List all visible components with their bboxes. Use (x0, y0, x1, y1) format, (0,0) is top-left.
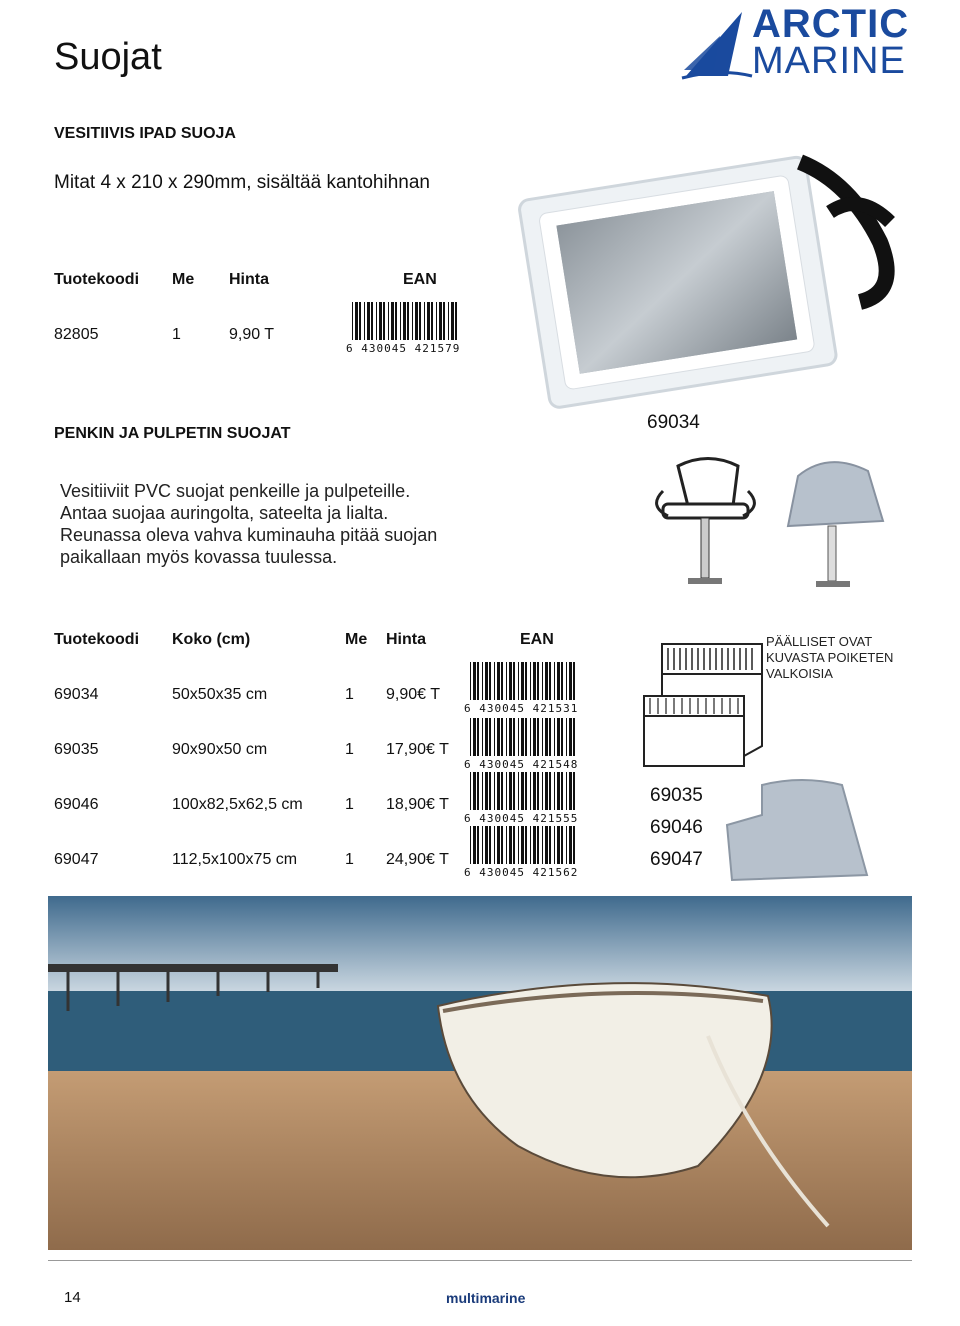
col-tuotekoodi: Tuotekoodi (54, 271, 140, 288)
note-line: KUVASTA POIKETEN (766, 650, 894, 665)
product-me: 1 (172, 326, 181, 343)
ean-digits: 6 430045 421562 (464, 866, 579, 879)
chair-cover-image (638, 446, 894, 606)
section2-description (60, 480, 437, 568)
page-number: 14 (64, 1289, 81, 1306)
ean-digits: 6 430045 421548 (464, 758, 579, 771)
bench-label: 69046 (650, 817, 703, 838)
row-me: 1 (345, 796, 354, 813)
ean-barcode (346, 300, 460, 356)
col-me: Me (345, 631, 368, 648)
bench-drawing (634, 636, 769, 771)
row-code: 69047 (54, 851, 99, 868)
ipad-case-image (500, 102, 920, 414)
bench-label: 69047 (650, 849, 703, 870)
row-code: 69046 (54, 796, 99, 813)
row-code: 69034 (54, 686, 99, 703)
note-line: PÄÄLLISET OVAT (766, 634, 873, 649)
page-title: Suojat (54, 36, 162, 78)
product-code: 82805 (54, 326, 99, 343)
note-line: VALKOISIA (766, 666, 833, 681)
beach-boat-photo (48, 896, 912, 1250)
chair-image-label: 69034 (647, 412, 700, 433)
brand-line-2: MARINE (752, 40, 906, 82)
description-line: Antaa suojaa auringolta, sateelta ja lialta. (60, 503, 389, 523)
row-price: 24,90€ T (386, 851, 449, 868)
row-code: 69035 (54, 741, 99, 758)
barcode-icon (464, 716, 578, 758)
ean-barcode (464, 716, 578, 772)
row-me: 1 (345, 686, 354, 703)
description-line: paikallaan myös kovassa tuulessa. (60, 547, 338, 567)
barcode-icon (464, 770, 578, 812)
description-line: Vesitiiviit PVC suojat penkeille ja pulpeteille. (60, 481, 411, 501)
product-price: 9,90 T (229, 326, 275, 343)
description-line: Reunassa oleva vahva kuminauha pitää suojan (60, 525, 438, 545)
bench-label: 69035 (650, 785, 703, 806)
arctic-marine-logo (680, 2, 910, 82)
barcode-icon (464, 824, 578, 866)
row-price: 18,90€ T (386, 796, 449, 813)
color-note (766, 634, 893, 682)
barcode-icon (464, 660, 578, 702)
ean-barcode (464, 770, 578, 826)
col-ean: EAN (520, 631, 554, 648)
col-tuotekoodi: Tuotekoodi (54, 631, 140, 648)
row-price: 9,90€ T (386, 686, 440, 703)
row-me: 1 (345, 741, 354, 758)
ean-digits: 6 430045 421555 (464, 812, 579, 825)
bench-cover-image (722, 775, 872, 885)
row-me: 1 (345, 851, 354, 868)
barcode-icon (346, 300, 460, 342)
row-size: 100x82,5x62,5 cm (172, 796, 303, 813)
ean-barcode (464, 824, 578, 880)
col-me: Me (172, 271, 195, 288)
ean-barcode (464, 660, 578, 716)
ean-digits: 6 430045 421531 (464, 702, 579, 715)
col-ean: EAN (403, 271, 437, 288)
ean-digits: 6 430045 421579 (346, 342, 461, 355)
row-size: 90x90x50 cm (172, 741, 268, 758)
footer-divider (48, 1260, 912, 1261)
col-koko: Koko (cm) (172, 631, 251, 648)
section2-heading: PENKIN JA PULPETIN SUOJAT (54, 425, 291, 442)
col-hinta: Hinta (386, 631, 426, 648)
row-size: 50x50x35 cm (172, 686, 268, 703)
row-price: 17,90€ T (386, 741, 449, 758)
footer-brand: multimarine (446, 1290, 526, 1306)
section1-subtitle: Mitat 4 x 210 x 290mm, sisältää kantohihnan (54, 172, 430, 193)
col-hinta: Hinta (229, 271, 269, 288)
brand-line-1: ARCTIC (752, 2, 910, 46)
section1-heading: VESITIIVIS IPAD SUOJA (54, 125, 236, 142)
row-size: 112,5x100x75 cm (172, 851, 298, 868)
